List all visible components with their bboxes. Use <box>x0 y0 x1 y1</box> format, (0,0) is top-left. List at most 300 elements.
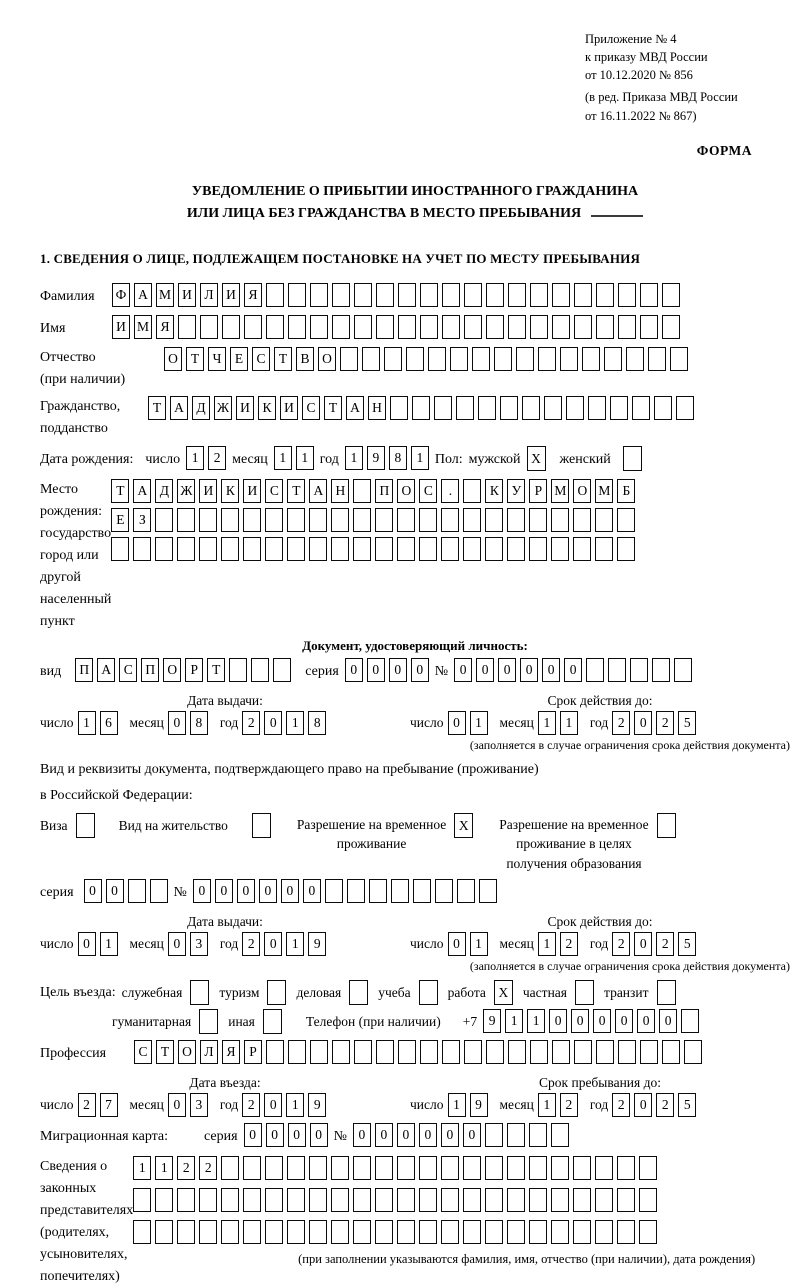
char-cell[interactable] <box>221 508 239 532</box>
char-cell[interactable] <box>221 1188 239 1212</box>
char-cell[interactable] <box>530 315 548 339</box>
char-cell[interactable] <box>464 283 482 307</box>
char-cell[interactable]: А <box>346 396 364 420</box>
char-cell[interactable] <box>652 658 670 682</box>
char-cell[interactable]: 0 <box>237 879 255 903</box>
char-cell[interactable] <box>428 347 446 371</box>
char-cell[interactable] <box>177 1220 195 1244</box>
char-cell[interactable] <box>406 347 424 371</box>
char-cell[interactable]: 1 <box>274 446 292 470</box>
purpose-tourism-checkbox[interactable] <box>267 980 286 1005</box>
char-cell[interactable]: Т <box>287 479 305 503</box>
char-cell[interactable] <box>133 1188 151 1212</box>
char-cell[interactable]: 2 <box>177 1156 195 1180</box>
char-cell[interactable] <box>309 1156 327 1180</box>
char-cell[interactable]: 1 <box>186 446 204 470</box>
char-cell[interactable]: 2 <box>199 1156 217 1180</box>
char-cell[interactable]: 1 <box>538 932 556 956</box>
char-cell[interactable]: 6 <box>100 711 118 735</box>
char-cell[interactable]: 1 <box>286 932 304 956</box>
char-cell[interactable]: 0 <box>266 1123 284 1147</box>
char-cell[interactable] <box>508 1040 526 1064</box>
char-cell[interactable] <box>353 508 371 532</box>
char-cell[interactable] <box>486 1040 504 1064</box>
char-cell[interactable] <box>639 1220 657 1244</box>
char-cell[interactable]: И <box>243 479 261 503</box>
char-cell[interactable]: О <box>164 347 182 371</box>
char-cell[interactable]: Т <box>324 396 342 420</box>
char-cell[interactable]: Ж <box>177 479 195 503</box>
char-cell[interactable] <box>354 283 372 307</box>
char-cell[interactable]: 2 <box>612 932 630 956</box>
char-cell[interactable] <box>463 508 481 532</box>
char-cell[interactable]: 0 <box>84 879 102 903</box>
char-cell[interactable] <box>354 1040 372 1064</box>
char-cell[interactable]: И <box>236 396 254 420</box>
char-cell[interactable]: С <box>302 396 320 420</box>
char-cell[interactable] <box>155 537 173 561</box>
char-cell[interactable] <box>369 879 387 903</box>
purpose-transit-checkbox[interactable] <box>657 980 676 1005</box>
char-cell[interactable] <box>684 1040 702 1064</box>
char-cell[interactable] <box>551 537 569 561</box>
char-cell[interactable] <box>419 1188 437 1212</box>
char-cell[interactable]: 0 <box>634 932 652 956</box>
char-cell[interactable] <box>251 658 269 682</box>
char-cell[interactable] <box>177 1188 195 1212</box>
char-cell[interactable] <box>375 1220 393 1244</box>
char-cell[interactable]: М <box>551 479 569 503</box>
char-cell[interactable] <box>479 879 497 903</box>
char-cell[interactable]: Д <box>192 396 210 420</box>
char-cell[interactable]: С <box>265 479 283 503</box>
char-cell[interactable] <box>610 396 628 420</box>
char-cell[interactable] <box>199 537 217 561</box>
char-cell[interactable]: 0 <box>310 1123 328 1147</box>
char-cell[interactable] <box>221 537 239 561</box>
char-cell[interactable] <box>397 537 415 561</box>
char-cell[interactable] <box>508 315 526 339</box>
char-cell[interactable] <box>478 396 496 420</box>
char-cell[interactable] <box>486 315 504 339</box>
char-cell[interactable] <box>243 1188 261 1212</box>
char-cell[interactable]: У <box>507 479 525 503</box>
char-cell[interactable] <box>397 508 415 532</box>
char-cell[interactable] <box>595 1220 613 1244</box>
char-cell[interactable]: 9 <box>483 1009 501 1033</box>
char-cell[interactable] <box>538 347 556 371</box>
char-cell[interactable]: Р <box>529 479 547 503</box>
char-cell[interactable] <box>353 1188 371 1212</box>
char-cell[interactable] <box>551 508 569 532</box>
char-cell[interactable] <box>178 315 196 339</box>
char-cell[interactable] <box>617 508 635 532</box>
char-cell[interactable] <box>111 537 129 561</box>
edu-permit-checkbox[interactable] <box>657 813 676 838</box>
char-cell[interactable] <box>331 508 349 532</box>
char-cell[interactable] <box>397 1156 415 1180</box>
char-cell[interactable]: 2 <box>656 711 674 735</box>
char-cell[interactable] <box>464 315 482 339</box>
char-cell[interactable] <box>376 315 394 339</box>
char-cell[interactable]: И <box>222 283 240 307</box>
char-cell[interactable] <box>596 315 614 339</box>
char-cell[interactable]: 2 <box>78 1093 96 1117</box>
char-cell[interactable] <box>670 347 688 371</box>
char-cell[interactable] <box>288 1040 306 1064</box>
char-cell[interactable]: Н <box>368 396 386 420</box>
char-cell[interactable]: 1 <box>286 1093 304 1117</box>
char-cell[interactable]: 0 <box>288 1123 306 1147</box>
char-cell[interactable]: Я <box>244 283 262 307</box>
char-cell[interactable] <box>639 1188 657 1212</box>
char-cell[interactable] <box>222 315 240 339</box>
char-cell[interactable] <box>419 1156 437 1180</box>
char-cell[interactable]: 8 <box>389 446 407 470</box>
char-cell[interactable]: 0 <box>375 1123 393 1147</box>
purpose-business-checkbox[interactable] <box>349 980 368 1005</box>
char-cell[interactable] <box>595 1156 613 1180</box>
char-cell[interactable]: 0 <box>78 932 96 956</box>
char-cell[interactable]: К <box>221 479 239 503</box>
char-cell[interactable]: Т <box>156 1040 174 1064</box>
char-cell[interactable]: В <box>296 347 314 371</box>
char-cell[interactable]: 0 <box>168 932 186 956</box>
char-cell[interactable]: Ч <box>208 347 226 371</box>
char-cell[interactable] <box>362 347 380 371</box>
char-cell[interactable] <box>397 1220 415 1244</box>
char-cell[interactable] <box>457 879 475 903</box>
char-cell[interactable]: О <box>318 347 336 371</box>
char-cell[interactable] <box>662 283 680 307</box>
char-cell[interactable]: Ф <box>112 283 130 307</box>
char-cell[interactable] <box>662 1040 680 1064</box>
purpose-humanitarian-checkbox[interactable] <box>199 1009 218 1034</box>
char-cell[interactable]: 1 <box>100 932 118 956</box>
char-cell[interactable] <box>551 1188 569 1212</box>
char-cell[interactable] <box>309 1220 327 1244</box>
char-cell[interactable] <box>596 283 614 307</box>
char-cell[interactable]: 2 <box>560 932 578 956</box>
char-cell[interactable]: Ж <box>214 396 232 420</box>
char-cell[interactable] <box>150 879 168 903</box>
char-cell[interactable] <box>434 396 452 420</box>
sex-male-checkbox[interactable]: X <box>527 446 546 471</box>
char-cell[interactable] <box>485 1123 503 1147</box>
char-cell[interactable] <box>618 283 636 307</box>
char-cell[interactable]: А <box>97 658 115 682</box>
char-cell[interactable]: 9 <box>308 932 326 956</box>
char-cell[interactable] <box>639 1156 657 1180</box>
char-cell[interactable]: 5 <box>678 711 696 735</box>
char-cell[interactable]: 1 <box>527 1009 545 1033</box>
char-cell[interactable]: А <box>309 479 327 503</box>
char-cell[interactable] <box>485 1156 503 1180</box>
char-cell[interactable]: 0 <box>303 879 321 903</box>
purpose-study-checkbox[interactable] <box>419 980 438 1005</box>
char-cell[interactable] <box>287 537 305 561</box>
char-cell[interactable]: И <box>199 479 217 503</box>
char-cell[interactable]: Р <box>185 658 203 682</box>
char-cell[interactable]: Р <box>244 1040 262 1064</box>
char-cell[interactable] <box>177 508 195 532</box>
char-cell[interactable] <box>472 347 490 371</box>
char-cell[interactable]: 1 <box>505 1009 523 1033</box>
char-cell[interactable] <box>662 315 680 339</box>
char-cell[interactable]: 0 <box>571 1009 589 1033</box>
char-cell[interactable] <box>128 879 146 903</box>
char-cell[interactable] <box>384 347 402 371</box>
char-cell[interactable] <box>288 315 306 339</box>
char-cell[interactable] <box>375 508 393 532</box>
char-cell[interactable]: М <box>134 315 152 339</box>
char-cell[interactable] <box>398 283 416 307</box>
purpose-work-checkbox[interactable]: X <box>494 980 513 1005</box>
char-cell[interactable]: Т <box>274 347 292 371</box>
char-cell[interactable] <box>133 1220 151 1244</box>
char-cell[interactable] <box>397 1188 415 1212</box>
char-cell[interactable]: 2 <box>242 932 260 956</box>
char-cell[interactable]: О <box>163 658 181 682</box>
char-cell[interactable] <box>266 315 284 339</box>
char-cell[interactable] <box>155 1220 173 1244</box>
char-cell[interactable] <box>507 1220 525 1244</box>
char-cell[interactable]: 1 <box>538 1093 556 1117</box>
char-cell[interactable]: 8 <box>308 711 326 735</box>
char-cell[interactable]: С <box>252 347 270 371</box>
char-cell[interactable] <box>463 479 481 503</box>
char-cell[interactable] <box>617 1156 635 1180</box>
char-cell[interactable] <box>413 879 431 903</box>
char-cell[interactable]: К <box>258 396 276 420</box>
char-cell[interactable] <box>630 658 648 682</box>
char-cell[interactable] <box>441 1220 459 1244</box>
char-cell[interactable]: 0 <box>498 658 516 682</box>
char-cell[interactable]: 0 <box>353 1123 371 1147</box>
char-cell[interactable]: 1 <box>538 711 556 735</box>
char-cell[interactable] <box>485 1188 503 1212</box>
char-cell[interactable] <box>618 315 636 339</box>
char-cell[interactable] <box>243 1156 261 1180</box>
char-cell[interactable]: О <box>573 479 591 503</box>
char-cell[interactable] <box>463 1156 481 1180</box>
char-cell[interactable] <box>507 1123 525 1147</box>
char-cell[interactable]: 2 <box>612 1093 630 1117</box>
char-cell[interactable] <box>375 537 393 561</box>
char-cell[interactable]: 0 <box>106 879 124 903</box>
char-cell[interactable] <box>199 1188 217 1212</box>
char-cell[interactable]: О <box>178 1040 196 1064</box>
char-cell[interactable] <box>200 315 218 339</box>
char-cell[interactable]: С <box>419 479 437 503</box>
char-cell[interactable]: П <box>375 479 393 503</box>
char-cell[interactable] <box>442 283 460 307</box>
char-cell[interactable] <box>155 508 173 532</box>
char-cell[interactable] <box>574 283 592 307</box>
char-cell[interactable]: 2 <box>656 932 674 956</box>
char-cell[interactable]: 1 <box>345 446 363 470</box>
char-cell[interactable]: Н <box>331 479 349 503</box>
char-cell[interactable]: П <box>141 658 159 682</box>
char-cell[interactable]: П <box>75 658 93 682</box>
char-cell[interactable]: Я <box>222 1040 240 1064</box>
char-cell[interactable] <box>617 1220 635 1244</box>
char-cell[interactable] <box>353 537 371 561</box>
char-cell[interactable]: 5 <box>678 1093 696 1117</box>
char-cell[interactable] <box>676 396 694 420</box>
char-cell[interactable]: 2 <box>242 711 260 735</box>
char-cell[interactable]: 0 <box>411 658 429 682</box>
char-cell[interactable] <box>375 1188 393 1212</box>
char-cell[interactable] <box>435 879 453 903</box>
char-cell[interactable]: 0 <box>441 1123 459 1147</box>
char-cell[interactable] <box>632 396 650 420</box>
char-cell[interactable] <box>530 1040 548 1064</box>
char-cell[interactable]: К <box>485 479 503 503</box>
char-cell[interactable]: 0 <box>593 1009 611 1033</box>
char-cell[interactable]: И <box>112 315 130 339</box>
char-cell[interactable] <box>573 1156 591 1180</box>
char-cell[interactable] <box>596 1040 614 1064</box>
char-cell[interactable] <box>287 1156 305 1180</box>
char-cell[interactable] <box>243 508 261 532</box>
char-cell[interactable] <box>617 1188 635 1212</box>
char-cell[interactable]: 1 <box>155 1156 173 1180</box>
char-cell[interactable] <box>529 1123 547 1147</box>
char-cell[interactable] <box>529 1156 547 1180</box>
char-cell[interactable]: 0 <box>419 1123 437 1147</box>
char-cell[interactable] <box>566 396 584 420</box>
char-cell[interactable]: Я <box>156 315 174 339</box>
char-cell[interactable] <box>155 1188 173 1212</box>
char-cell[interactable] <box>376 283 394 307</box>
char-cell[interactable] <box>199 508 217 532</box>
char-cell[interactable] <box>309 537 327 561</box>
char-cell[interactable]: 9 <box>367 446 385 470</box>
char-cell[interactable] <box>640 1040 658 1064</box>
char-cell[interactable] <box>507 537 525 561</box>
char-cell[interactable]: Т <box>148 396 166 420</box>
char-cell[interactable] <box>287 508 305 532</box>
char-cell[interactable]: 0 <box>215 879 233 903</box>
char-cell[interactable] <box>681 1009 699 1033</box>
char-cell[interactable] <box>332 315 350 339</box>
char-cell[interactable] <box>586 658 604 682</box>
char-cell[interactable] <box>640 315 658 339</box>
char-cell[interactable] <box>177 537 195 561</box>
char-cell[interactable] <box>608 658 626 682</box>
char-cell[interactable] <box>441 1156 459 1180</box>
char-cell[interactable] <box>420 1040 438 1064</box>
char-cell[interactable] <box>552 315 570 339</box>
char-cell[interactable]: А <box>133 479 151 503</box>
char-cell[interactable] <box>353 1220 371 1244</box>
char-cell[interactable] <box>441 508 459 532</box>
char-cell[interactable] <box>266 283 284 307</box>
char-cell[interactable] <box>582 347 600 371</box>
char-cell[interactable]: 1 <box>470 711 488 735</box>
char-cell[interactable]: 0 <box>542 658 560 682</box>
char-cell[interactable] <box>229 658 247 682</box>
char-cell[interactable]: 1 <box>448 1093 466 1117</box>
char-cell[interactable]: 0 <box>264 932 282 956</box>
char-cell[interactable] <box>244 315 262 339</box>
purpose-official-checkbox[interactable] <box>190 980 209 1005</box>
char-cell[interactable] <box>507 1156 525 1180</box>
char-cell[interactable] <box>398 315 416 339</box>
char-cell[interactable]: А <box>134 283 152 307</box>
char-cell[interactable]: Б <box>617 479 635 503</box>
char-cell[interactable] <box>340 347 358 371</box>
char-cell[interactable] <box>522 396 540 420</box>
char-cell[interactable] <box>273 658 291 682</box>
char-cell[interactable] <box>450 347 468 371</box>
char-cell[interactable] <box>516 347 534 371</box>
char-cell[interactable]: М <box>156 283 174 307</box>
char-cell[interactable]: 1 <box>470 932 488 956</box>
char-cell[interactable] <box>648 347 666 371</box>
char-cell[interactable]: 0 <box>397 1123 415 1147</box>
char-cell[interactable] <box>391 879 409 903</box>
char-cell[interactable]: 0 <box>168 711 186 735</box>
char-cell[interactable] <box>199 1220 217 1244</box>
char-cell[interactable] <box>331 1220 349 1244</box>
char-cell[interactable] <box>310 1040 328 1064</box>
char-cell[interactable]: 1 <box>411 446 429 470</box>
char-cell[interactable]: М <box>595 479 613 503</box>
char-cell[interactable] <box>398 1040 416 1064</box>
char-cell[interactable] <box>332 1040 350 1064</box>
char-cell[interactable]: 0 <box>264 1093 282 1117</box>
char-cell[interactable] <box>544 396 562 420</box>
char-cell[interactable] <box>464 1040 482 1064</box>
char-cell[interactable] <box>486 283 504 307</box>
char-cell[interactable] <box>529 537 547 561</box>
char-cell[interactable]: 1 <box>78 711 96 735</box>
char-cell[interactable] <box>552 283 570 307</box>
char-cell[interactable] <box>442 1040 460 1064</box>
char-cell[interactable] <box>560 347 578 371</box>
char-cell[interactable] <box>485 537 503 561</box>
char-cell[interactable]: 0 <box>264 711 282 735</box>
char-cell[interactable] <box>595 537 613 561</box>
char-cell[interactable]: 3 <box>190 1093 208 1117</box>
char-cell[interactable] <box>376 1040 394 1064</box>
char-cell[interactable]: 0 <box>476 658 494 682</box>
char-cell[interactable] <box>551 1123 569 1147</box>
char-cell[interactable]: 0 <box>193 879 211 903</box>
char-cell[interactable] <box>375 1156 393 1180</box>
char-cell[interactable]: 0 <box>659 1009 677 1033</box>
char-cell[interactable] <box>595 1188 613 1212</box>
char-cell[interactable]: Д <box>155 479 173 503</box>
sex-female-checkbox[interactable] <box>623 446 642 471</box>
char-cell[interactable] <box>331 1188 349 1212</box>
visa-checkbox[interactable] <box>76 813 95 838</box>
char-cell[interactable] <box>420 315 438 339</box>
char-cell[interactable]: 0 <box>345 658 363 682</box>
char-cell[interactable] <box>573 508 591 532</box>
char-cell[interactable] <box>265 1220 283 1244</box>
char-cell[interactable] <box>574 315 592 339</box>
char-cell[interactable] <box>353 479 371 503</box>
char-cell[interactable]: 7 <box>100 1093 118 1117</box>
char-cell[interactable] <box>618 1040 636 1064</box>
char-cell[interactable]: 0 <box>463 1123 481 1147</box>
char-cell[interactable]: 0 <box>389 658 407 682</box>
char-cell[interactable] <box>265 537 283 561</box>
char-cell[interactable] <box>529 1220 547 1244</box>
